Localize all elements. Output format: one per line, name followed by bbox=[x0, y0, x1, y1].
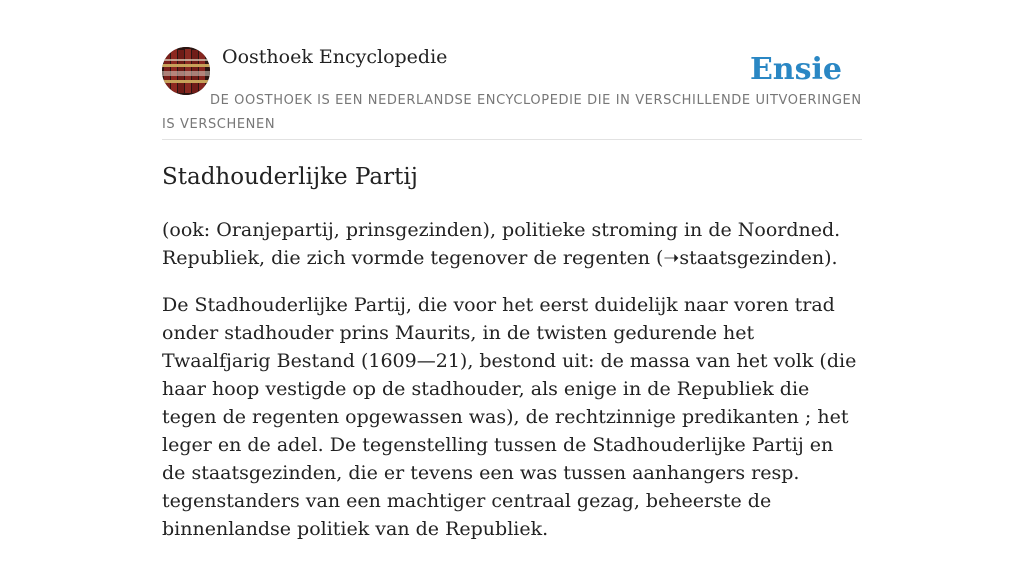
header-divider bbox=[162, 139, 862, 140]
brand-logo-link[interactable]: Ensie bbox=[749, 52, 842, 87]
paragraph-2: De Stadhouderlijke Partij, die voor het eerst duidelijk naar voren trad onder stadhouder prins Maurits, in de twisten gedurende het Twaalfjarig Bestand (1609—21), bestond uit: de massa van het volk (die haar hoop vestigde op de stadhouder, als enige in de Republiek die tegen de regenten opgewassen was), de rechtzinnige predikanten ; het leger en de adel. De tegenstelling tussen de Stadhouderlijke Partij en de staatsgezinden, die er tevens een was tussen aanhangers resp. tegenstanders van een machtiger centraal gezag, beheerste de binnenlandse politiek van de Republiek. bbox=[162, 294, 857, 540]
paragraph-1-text: (ook: Oranjepartij, prinsgezinden), politieke stroming in de Noordned. Republiek, die zich vormde tegenover de regenten ( bbox=[162, 219, 841, 269]
paragraph-1 bbox=[162, 216, 862, 272]
reference-link-staatsgezinden[interactable]: staatsgezinden bbox=[679, 247, 825, 269]
paragraph-1-end: ). bbox=[824, 247, 838, 269]
entry-body bbox=[162, 216, 862, 562]
page-container bbox=[162, 0, 862, 540]
site-tagline: DE OOSTHOEK IS EEN NEDERLANDSE ENCYCLOPEDIE DIE IN VERSCHILLENDE UITVOERINGEN IS VERSCHENEN bbox=[162, 93, 862, 132]
reference-arrow-icon: ➝ bbox=[663, 247, 680, 269]
book-spines-icon bbox=[162, 47, 210, 95]
site-title-link[interactable]: Oosthoek Encyclopedie bbox=[222, 46, 448, 68]
encyclopedia-avatar[interactable] bbox=[162, 47, 210, 95]
entry-title: Stadhouderlijke Partij bbox=[162, 164, 418, 190]
